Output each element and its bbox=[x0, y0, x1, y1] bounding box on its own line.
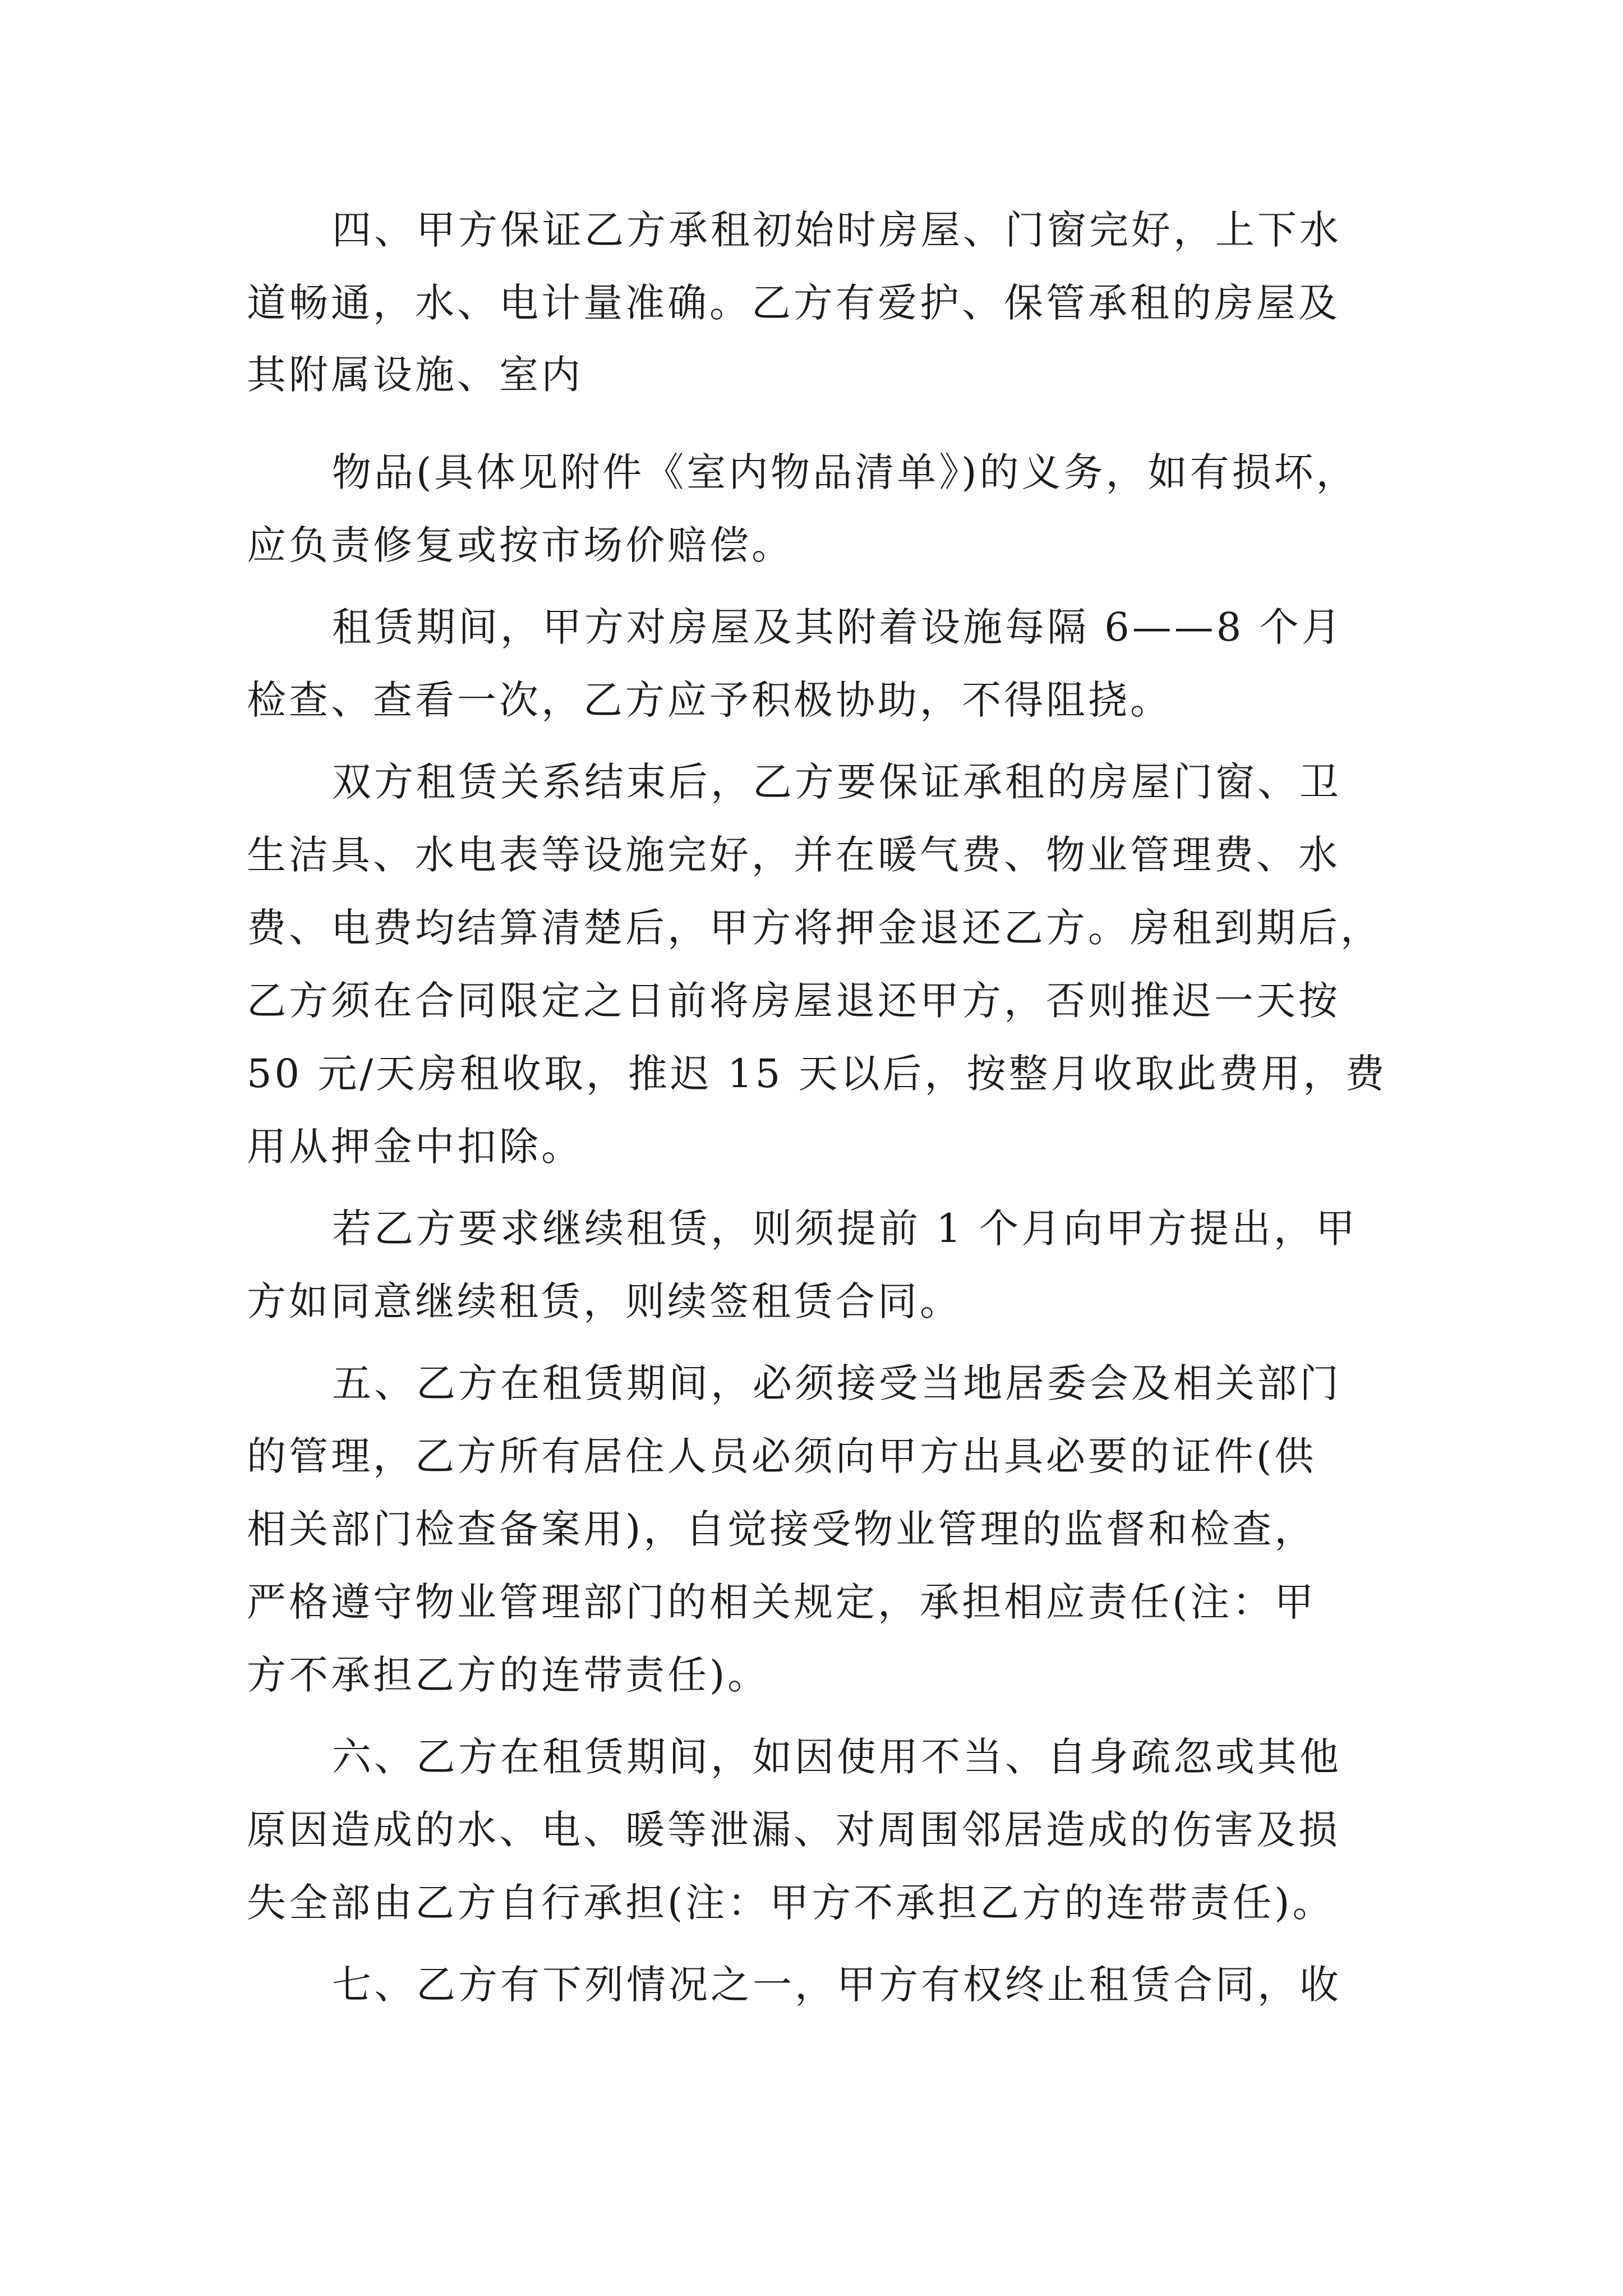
text-line: 道畅通，水、电计量准确。乙方有爱护、保管承租的房屋及 bbox=[247, 280, 1340, 326]
text-line: 应负责修复或按市场价赔偿。 bbox=[247, 522, 794, 568]
text-line: 租赁期间，甲方对房屋及其附着设施每隔 6——8 个月 bbox=[332, 604, 1344, 650]
text-line: 四、甲方保证乙方承租初始时房屋、门窗完好，上下水 bbox=[332, 207, 1341, 253]
text-line: 方如同意继续租赁，则续签租赁合同。 bbox=[247, 1278, 962, 1324]
text-line: 五、乙方在租赁期间，必须接受当地居委会及相关部门 bbox=[332, 1360, 1341, 1406]
text-line: 费、电费均结算清楚后，甲方将押金退还乙方。房租到期后， bbox=[247, 905, 1382, 951]
text-line: 的管理，乙方所有居住人员必须向甲方出具必要的证件(供 bbox=[247, 1433, 1317, 1479]
text-line: 若乙方要求继续租赁，则须提前 1 个月向甲方提出，甲 bbox=[332, 1205, 1358, 1251]
text-line: 双方租赁关系结束后，乙方要保证承租的房屋门窗、卫 bbox=[332, 759, 1341, 805]
text-line: 其附属设施、室内 bbox=[247, 352, 583, 398]
text-line: 用从押金中扣除。 bbox=[247, 1124, 583, 1170]
text-line: 六、乙方在租赁期间，如因使用不当、自身疏忽或其他 bbox=[332, 1734, 1341, 1780]
text-line: 乙方须在合同限定之日前将房屋退还甲方，否则推迟一天按 bbox=[247, 978, 1340, 1024]
text-line: 生洁具、水电表等设施完好，并在暖气费、物业管理费、水 bbox=[247, 832, 1340, 878]
text-line: 物品(具体见附件《室内物品清单》)的义务，如有损坏， bbox=[332, 449, 1358, 495]
text-line: 检查、查看一次，乙方应予积极协助，不得阻挠。 bbox=[247, 677, 1172, 723]
text-line: 50 元/天房租收取，推迟 15 天以后，按整月收取此费用，费 bbox=[247, 1051, 1387, 1097]
text-line: 严格遵守物业管理部门的相关规定，承担相应责任(注：甲 bbox=[247, 1579, 1317, 1625]
text-line: 原因造成的水、电、暖等泄漏、对周围邻居造成的伤害及损 bbox=[247, 1807, 1340, 1853]
text-line: 相关部门检查备案用)，自觉接受物业管理的监督和检查， bbox=[247, 1506, 1317, 1552]
text-line: 七、乙方有下列情况之一，甲方有权终止租赁合同，收 bbox=[332, 1962, 1341, 2008]
text-line: 方不承担乙方的连带责任)。 bbox=[247, 1652, 770, 1698]
text-line: 失全部由乙方自行承担(注：甲方不承担乙方的连带责任)。 bbox=[247, 1880, 1335, 1926]
